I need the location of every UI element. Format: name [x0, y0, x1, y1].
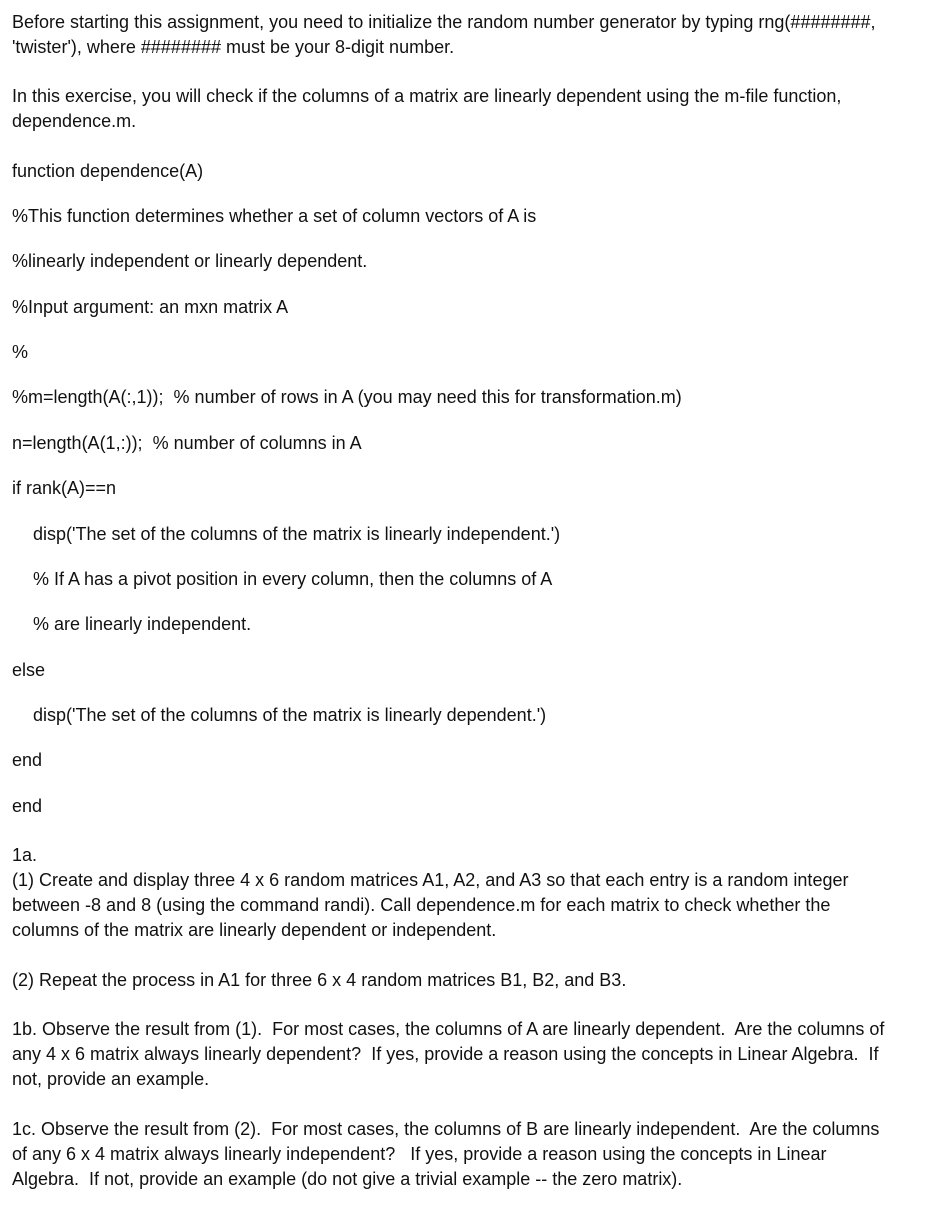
- code-line-disp-dependent: disp('The set of the columns of the matrix is linearly dependent.'): [33, 705, 547, 725]
- question-1c-line-2: of any 6 x 4 matrix always linearly independent? If yes, provide a reason using the concepts in Linear: [12, 1144, 827, 1164]
- code-line-else: else: [12, 660, 46, 680]
- question-1a-heading: 1a.: [12, 845, 38, 865]
- code-line-comment-4: %: [12, 342, 29, 362]
- intro-line-3: In this exercise, you will check if the columns of a matrix are linearly dependent using the m-file function,: [12, 86, 842, 106]
- code-line-comment-2: %linearly independent or linearly dependent.: [12, 251, 368, 271]
- code-line-comment-independent: % are linearly independent.: [33, 614, 252, 634]
- code-line-comment-1: %This function determines whether a set of column vectors of A is: [12, 206, 537, 226]
- code-line-if: if rank(A)==n: [12, 478, 117, 498]
- code-line-columns: n=length(A(1,:)); % number of columns in A: [12, 433, 362, 453]
- code-line-disp-independent: disp('The set of the columns of the matrix is linearly independent.'): [33, 524, 561, 544]
- code-line-comment-pivot: % If A has a pivot position in every column, then the columns of A: [33, 569, 553, 589]
- intro-line-4: dependence.m.: [12, 111, 137, 131]
- question-1b-line-1: 1b. Observe the result from (1). For most cases, the columns of A are linearly dependent. Are the columns of: [12, 1019, 885, 1039]
- question-1a-line-4: (2) Repeat the process in A1 for three 6 x 4 random matrices B1, B2, and B3.: [12, 970, 627, 990]
- question-1c-line-1: 1c. Observe the result from (2). For most cases, the columns of B are linearly independent. Are the columns: [12, 1119, 880, 1139]
- code-line-comment-3: %Input argument: an mxn matrix A: [12, 297, 289, 317]
- intro-line-1: Before starting this assignment, you need to initialize the random number generator by typing rng(########,: [12, 12, 876, 32]
- code-line-rows: %m=length(A(:,1)); % number of rows in A (you may need this for transformation.m): [12, 387, 682, 407]
- question-1b: [12, 1017, 884, 1092]
- question-1a: [12, 843, 848, 943]
- question-1c: [12, 1117, 879, 1192]
- code-line-function: function dependence(A): [12, 161, 204, 181]
- question-1a-line-1: (1) Create and display three 4 x 6 random matrices A1, A2, and A3 so that each entry is a random integer: [12, 870, 849, 890]
- intro-paragraph-rng: [12, 10, 876, 60]
- code-line-end-function: end: [12, 796, 43, 816]
- intro-paragraph-exercise: [12, 84, 841, 134]
- question-1b-line-2: any 4 x 6 matrix always linearly dependent? If yes, provide a reason using the concepts in Linear Algebra. If: [12, 1044, 879, 1064]
- intro-line-2: 'twister'), where ######## must be your 8-digit number.: [12, 37, 455, 57]
- question-1b-line-3: not, provide an example.: [12, 1069, 210, 1089]
- code-line-end-if: end: [12, 750, 43, 770]
- question-1c-line-3: Algebra. If not, provide an example (do not give a trivial example -- the zero matrix).: [12, 1169, 683, 1189]
- question-1a-line-2: between -8 and 8 (using the command randi). Call dependence.m for each matrix to check whether the: [12, 895, 831, 915]
- question-1a-part-2: [12, 968, 626, 993]
- question-1a-line-3: columns of the matrix are linearly dependent or independent.: [12, 920, 497, 940]
